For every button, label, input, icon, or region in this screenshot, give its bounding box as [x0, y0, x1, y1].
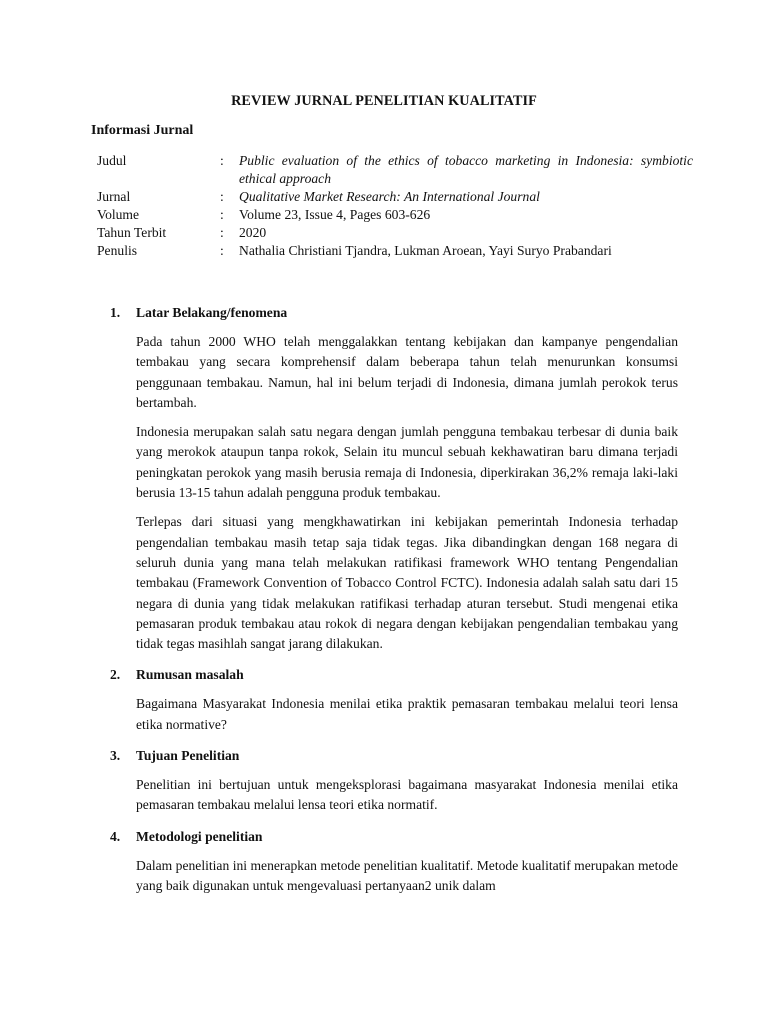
- paragraph: Dalam penelitian ini menerapkan metode penelitian kualitatif. Metode kualitatif merupakan metode yang baik digunakan untuk mengevaluasi pertanyaan2 unik dalam: [136, 857, 678, 893]
- section-number: 4.: [110, 828, 121, 844]
- section-heading: [110, 665, 678, 685]
- info-colon: :: [220, 189, 224, 204]
- section-problem: [110, 665, 678, 735]
- document-title: REVIEW JURNAL PENELITIAN KUALITATIF: [231, 93, 537, 109]
- paragraph: Indonesia merupakan salah satu negara dengan jumlah pengguna tembakau terbesar di dunia baik yang merokok ataupun tanpa rokok, Selain itu muncul sebuah kekhawatiran baru dimana terjadi peningkatan perokok yang masih berusia remaja di Indonesia, diperkirakan 36,2% remaja laki-laki berusia 13-15 tahun adalah pengguna produk tembakau.: [136, 424, 678, 501]
- paragraph: Terlepas dari situasi yang mengkhawatirkan ini kebijakan pemerintah Indonesia terhadap pengendalian tembakau masih tetap saja tidak tegas. Jika dibandingkan dengan 168 negara di seluruh dunia yang mana telah melakukan ratifikasi framework WHO tentang Pengendalian tembakau (Framework Convention of Tobacco Control FCTC). Indonesia adalah salah satu dari 15 negara di dunia yang tidak melakukan ratifikasi terhadap aturan tersebut. Studi mengenai etika pemasaran produk tembakau atau rokok di negara dengan kebijakan pengendalian tembakau yang tidak tegas masihlah sangat jarang dilakukan.: [136, 514, 678, 652]
- info-label: Jurnal: [97, 189, 131, 204]
- section-number: 1.: [110, 305, 121, 320]
- info-value-title: Public evaluation of the ethics of tobacco marketing in Indonesia: symbiotic ethical approach: [239, 153, 693, 186]
- section-heading: [110, 827, 678, 847]
- journal-info-table: [97, 152, 693, 260]
- section-methodology: [110, 827, 678, 897]
- info-value-year: 2020: [239, 225, 267, 240]
- section-title: Metodologi penelitian: [136, 828, 263, 844]
- info-value-authors: Nathalia Christiani Tjandra, Lukman Aroean, Yayi Suryo Prabandari: [239, 243, 612, 258]
- info-label: Judul: [97, 153, 127, 168]
- section-heading: [110, 746, 678, 766]
- info-colon: :: [220, 153, 224, 168]
- info-value-volume: Volume 23, Issue 4, Pages 603-626: [239, 207, 431, 222]
- info-row-judul: [97, 152, 693, 188]
- info-heading: Informasi Jurnal: [91, 123, 194, 138]
- info-value-journal: Qualitative Market Research: An International Journal: [239, 189, 540, 204]
- section-title: Rumusan masalah: [136, 667, 244, 683]
- info-label: Penulis: [97, 243, 138, 258]
- info-label: Volume: [97, 207, 140, 222]
- section-title: Latar Belakang/fenomena: [136, 305, 288, 320]
- info-colon: :: [220, 207, 224, 222]
- section-objective: [110, 746, 678, 816]
- section-number: 2.: [110, 667, 121, 683]
- info-row-authors: [97, 242, 693, 260]
- paragraph: Bagaimana Masyarakat Indonesia menilai etika praktik pemasaran tembakau melalui teori lensa etika normative?: [136, 696, 678, 732]
- review-sections: [110, 303, 678, 907]
- info-label: Tahun Terbit: [97, 225, 167, 240]
- section-heading: [110, 303, 678, 323]
- section-number: 3.: [110, 748, 121, 764]
- info-colon: :: [220, 243, 224, 258]
- info-row-jurnal: [97, 188, 693, 206]
- info-colon: :: [220, 225, 224, 240]
- section-title: Tujuan Penelitian: [136, 748, 240, 764]
- paragraph: Penelitian ini bertujuan untuk mengeksplorasi bagaimana masyarakat Indonesia menilai etika pemasaran tembakau melalui lensa teori etika normatif.: [136, 777, 678, 813]
- info-row-year: [97, 224, 693, 242]
- info-row-volume: [97, 206, 693, 224]
- paragraph: Pada tahun 2000 WHO telah menggalakkan tentang kebijakan dan kampanye pengendalian tembakau yang secara komprehensif dalam beberapa tahun telah menurunkan konsumsi penggunaan tembakau. Namun, hal ini belum terjadi di Indonesia, dimana jumlah perokok terus bertambah.: [136, 334, 678, 410]
- section-background: [110, 303, 678, 654]
